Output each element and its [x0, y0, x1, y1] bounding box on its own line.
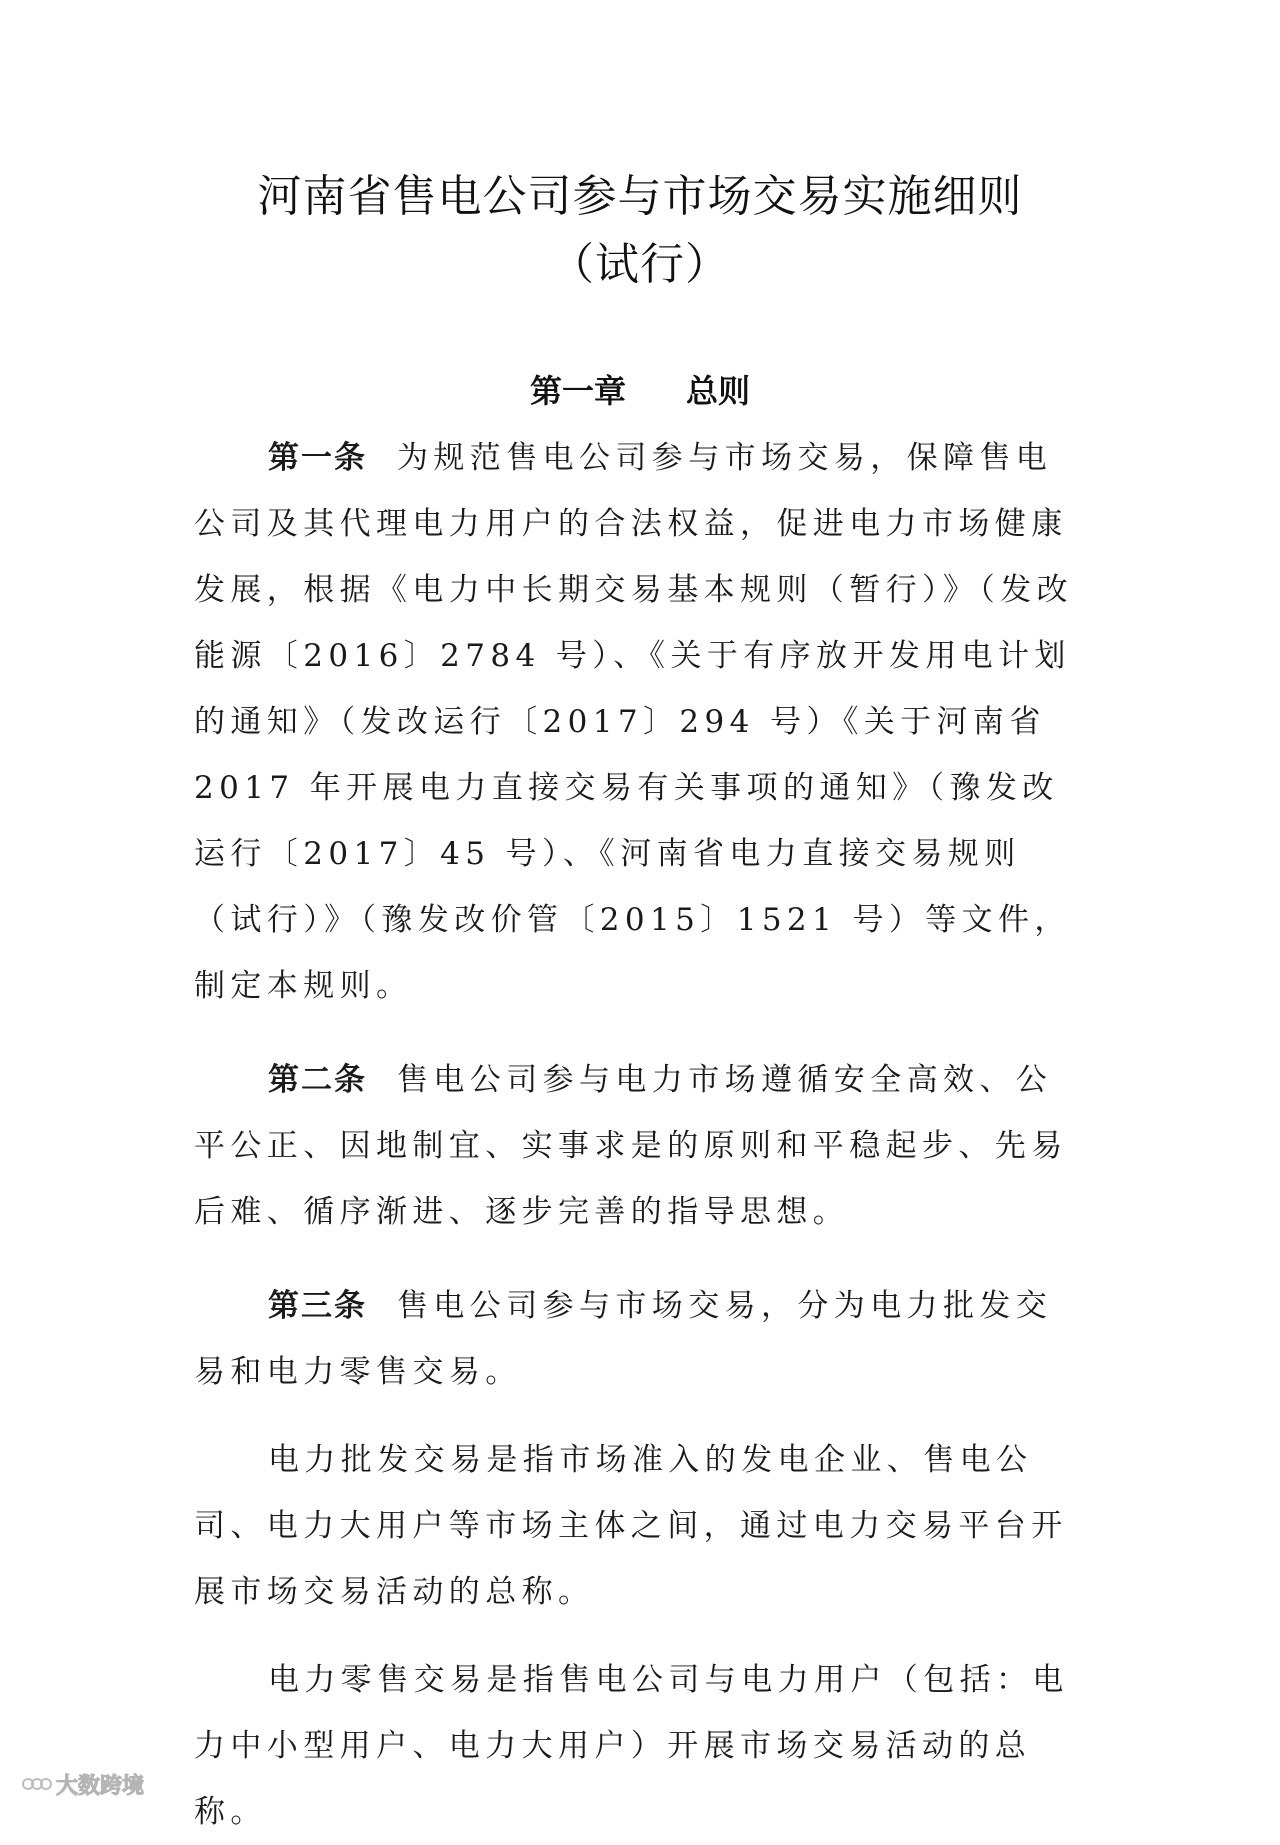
document-subtitle: （试行） — [550, 239, 730, 290]
article-number: 第三条 — [268, 1288, 367, 1324]
article-2 — [194, 1047, 1084, 1245]
article-1 — [194, 425, 1084, 1019]
watermark — [22, 1770, 144, 1798]
chapter-heading — [0, 366, 1280, 412]
document-body — [194, 425, 1084, 1845]
article-text: 为规范售电公司参与市场交易，保障售电公司及其代理电力用户的合法权益，促进电力市场健康发展，根据《电力中长期交易基本规则（暂行）》（发改能源〔2016〕2784 号）、《关于有序放开发用电计划的通知》（发改运行〔2017〕294 号）《关于河南省 2017 年开展电力直接交易有关事项的通知》（豫发改运行〔2017〕45 号）、《河南省电力直接交易规则（试行）》（豫发改价管〔2015〕1521 号）等文件，制定本规则。 — [194, 440, 1073, 1004]
article-text: 售电公司参与电力市场遵循安全高效、公平公正、因地制宜、实事求是的原则和平稳起步、先易后难、循序渐进、逐步完善的指导思想。 — [194, 1062, 1068, 1230]
watermark-text: 大数跨境 — [56, 1773, 145, 1799]
chapter-number: 第一章 — [529, 372, 626, 410]
document-title: 河南省售电公司参与市场交易实施细则 — [257, 171, 1023, 222]
article-3 — [194, 1273, 1084, 1405]
article-number: 第一条 — [268, 440, 367, 476]
paragraph-wholesale: 电力批发交易是指市场准入的发电企业、售电公司、电力大用户等市场主体之间，通过电力交易平台开展市场交易活动的总称。 — [194, 1442, 1068, 1610]
chapter-name: 总则 — [686, 372, 751, 410]
logo-mark-icon — [22, 1773, 52, 1795]
article-text: 售电公司参与市场交易，分为电力批发交易和电力零售交易。 — [194, 1288, 1053, 1390]
article-number: 第二条 — [268, 1062, 367, 1098]
paragraph-retail: 电力零售交易是指售电公司与电力用户（包括：电力中小型用户、电力大用户）开展市场交易活动的总称。 — [194, 1662, 1069, 1830]
